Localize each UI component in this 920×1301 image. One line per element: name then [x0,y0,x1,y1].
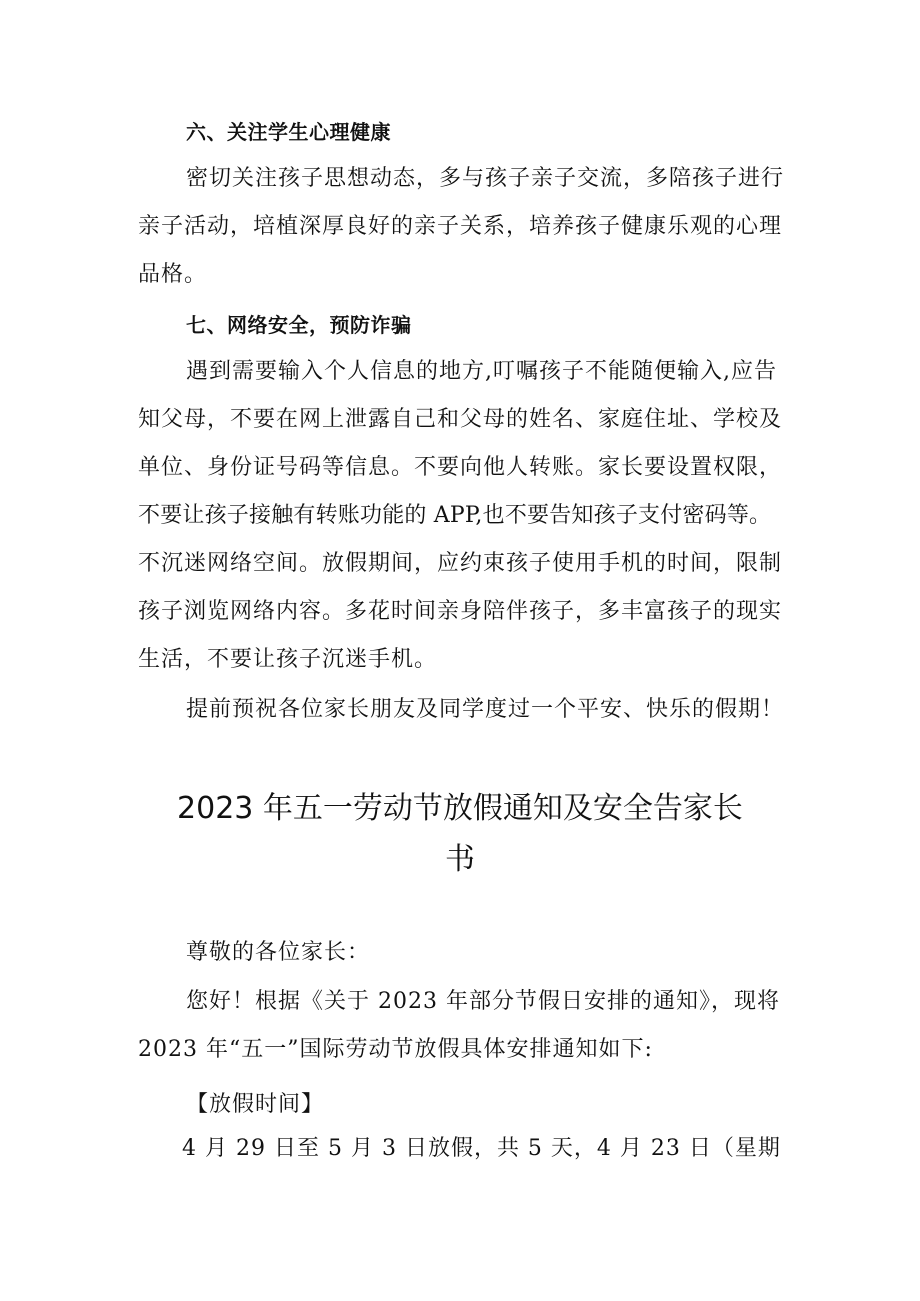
paragraph-line: 您好！根据《关于 2023 年部分节假日安排的通知》，现将 [186,989,780,1014]
paragraph-line: 生活，不要让孩子沉迷手机。 [138,647,438,672]
paragraph-line: 品格。 [138,262,208,287]
letter-title-line-2: 书 [445,842,475,877]
paragraph-line: 4 月 29 日至 5 月 3 日放假，共 5 天，4 月 23 日（星期 [182,1136,781,1161]
closing-wish: 提前预祝各位家长朋友及同学度过一个平安、快乐的假期！ [186,697,785,722]
section-7-heading: 七、网络安全，预防诈骗 [186,313,412,337]
paragraph-line: 亲子活动，培植深厚良好的亲子关系，培养孩子健康乐观的心理 [138,214,783,239]
paragraph-line: 孩子浏览网络内容。多花时间亲身陪伴孩子，多丰富孩子的现实 [138,599,783,624]
paragraph-line: 密切关注孩子思想动态，多与孩子亲子交流，多陪孩子进行 [186,166,785,191]
section-6-heading: 六、关注学生心理健康 [186,120,391,144]
letter-title-line-1: 2023 年五一劳动节放假通知及安全告家长 [177,791,743,826]
paragraph-line: 不要让孩子接触有转账功能的 APP,也不要告知孩子支付密码等。 [138,503,772,528]
paragraph-line: 知父母，不要在网上泄露自己和父母的姓名、家庭住址、学校及 [138,407,783,432]
paragraph-line: 遇到需要输入个人信息的地方,叮嘱孩子不能随便输入,应告 [186,359,777,384]
salutation: 尊敬的各位家长： [186,940,371,965]
paragraph-line: 不沉迷网络空间。放假期间，应约束孩子使用手机的时间，限制 [138,551,783,576]
subheading-holiday-time: 【放假时间】 [186,1092,325,1117]
paragraph-line: 单位、身份证号码等信息。不要向他人转账。家长要设置权限， [138,455,783,480]
paragraph-line: 2023 年“五一”国际劳动节放假具体安排通知如下: [138,1037,653,1062]
